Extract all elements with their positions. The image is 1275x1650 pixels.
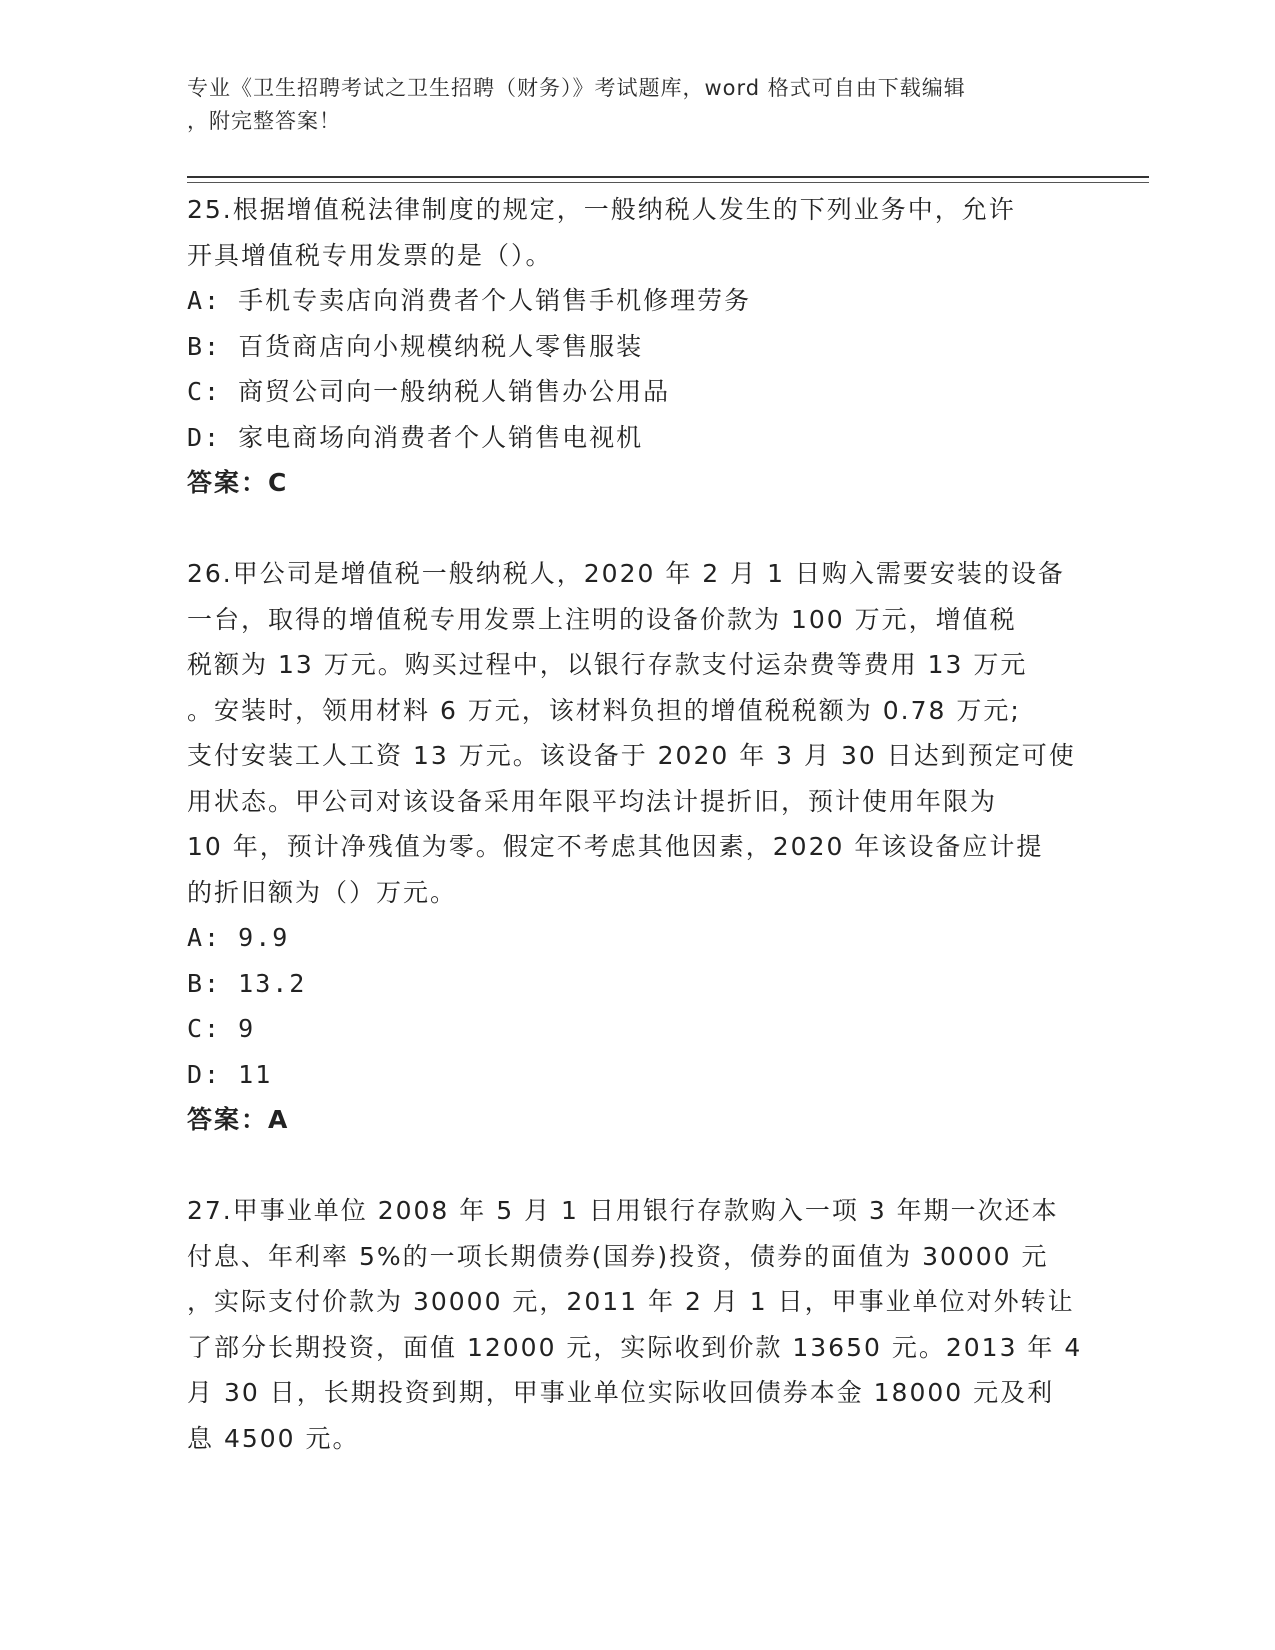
question-text-line: 付息、年利率 5%的一项长期债券(国券)投资，债券的面值为 30000 元 bbox=[187, 1241, 1049, 1271]
question-text-line: 开具增值税专用发票的是（）。 bbox=[187, 240, 553, 270]
question-text-line: 税额为 13 万元。购买过程中，以银行存款支付运杂费等费用 13 万元 bbox=[187, 650, 1028, 679]
question-text-line: 了部分长期投资，面值 12000 元，实际收到价款 13650 元。2013 年 4 bbox=[187, 1332, 1083, 1362]
option-a: A: 9.9 bbox=[187, 923, 290, 952]
header-divider-thin bbox=[187, 182, 1149, 183]
question-27 bbox=[187, 1188, 1087, 1461]
question-text-line: 用状态。甲公司对该设备采用年限平均法计提折旧，预计使用年限为 bbox=[187, 786, 998, 816]
option-c: C: 商贸公司向一般纳税人销售办公用品 bbox=[187, 377, 671, 406]
document-body bbox=[187, 187, 1087, 1461]
answer-label: 答案：A bbox=[187, 1105, 290, 1134]
question-text-line: 息 4500 元。 bbox=[187, 1423, 360, 1453]
question-text-line: 27.甲事业单位 2008 年 5 月 1 日用银行存款购入一项 3 年期一次还本 bbox=[187, 1196, 1059, 1225]
header-line: ，附完整答案！ bbox=[187, 109, 341, 133]
header-line: 专业《卫生招聘考试之卫生招聘（财务）》考试题库，word 格式可自由下载编辑 bbox=[187, 76, 966, 100]
question-text-line: 的折旧额为（）万元。 bbox=[187, 877, 458, 907]
question-text-line: 25.根据增值税法律制度的规定，一般纳税人发生的下列业务中，允许 bbox=[187, 195, 1016, 224]
question-25 bbox=[187, 187, 1087, 506]
question-text-line: 10 年，预计净残值为零。假定不考虑其他因素，2020 年该设备应计提 bbox=[187, 832, 1044, 861]
option-b: B: 百货商店向小规模纳税人零售服装 bbox=[187, 331, 644, 361]
spacer bbox=[187, 1143, 1087, 1189]
page-header bbox=[187, 72, 1067, 138]
spacer bbox=[187, 506, 1087, 552]
question-text-line: 。安装时，领用材料 6 万元，该材料负担的增值税税额为 0.78 万元; bbox=[187, 695, 1021, 725]
question-26 bbox=[187, 551, 1087, 1143]
question-text-line: 月 30 日，长期投资到期，甲事业单位实际收回债券本金 18000 元及利 bbox=[187, 1378, 1055, 1407]
header-divider-thick bbox=[187, 176, 1149, 178]
question-text-line: 支付安装工人工资 13 万元。该设备于 2020 年 3 月 30 日达到预定可使 bbox=[187, 741, 1076, 770]
question-text-line: ，实际支付价款为 30000 元，2011 年 2 月 1 日，甲事业单位对外转让 bbox=[187, 1287, 1075, 1316]
option-c: C: 9 bbox=[187, 1014, 256, 1043]
option-b: B: 13.2 bbox=[187, 968, 307, 998]
answer-label: 答案：C bbox=[187, 468, 289, 497]
option-a: A: 手机专卖店向消费者个人销售手机修理劳务 bbox=[187, 286, 752, 315]
option-d: D: 11 bbox=[187, 1059, 273, 1089]
question-text-line: 一台，取得的增值税专用发票上注明的设备价款为 100 万元，增值税 bbox=[187, 604, 1017, 634]
option-d: D: 家电商场向消费者个人销售电视机 bbox=[187, 422, 644, 452]
question-text-line: 26.甲公司是增值税一般纳税人，2020 年 2 月 1 日购入需要安装的设备 bbox=[187, 559, 1065, 588]
